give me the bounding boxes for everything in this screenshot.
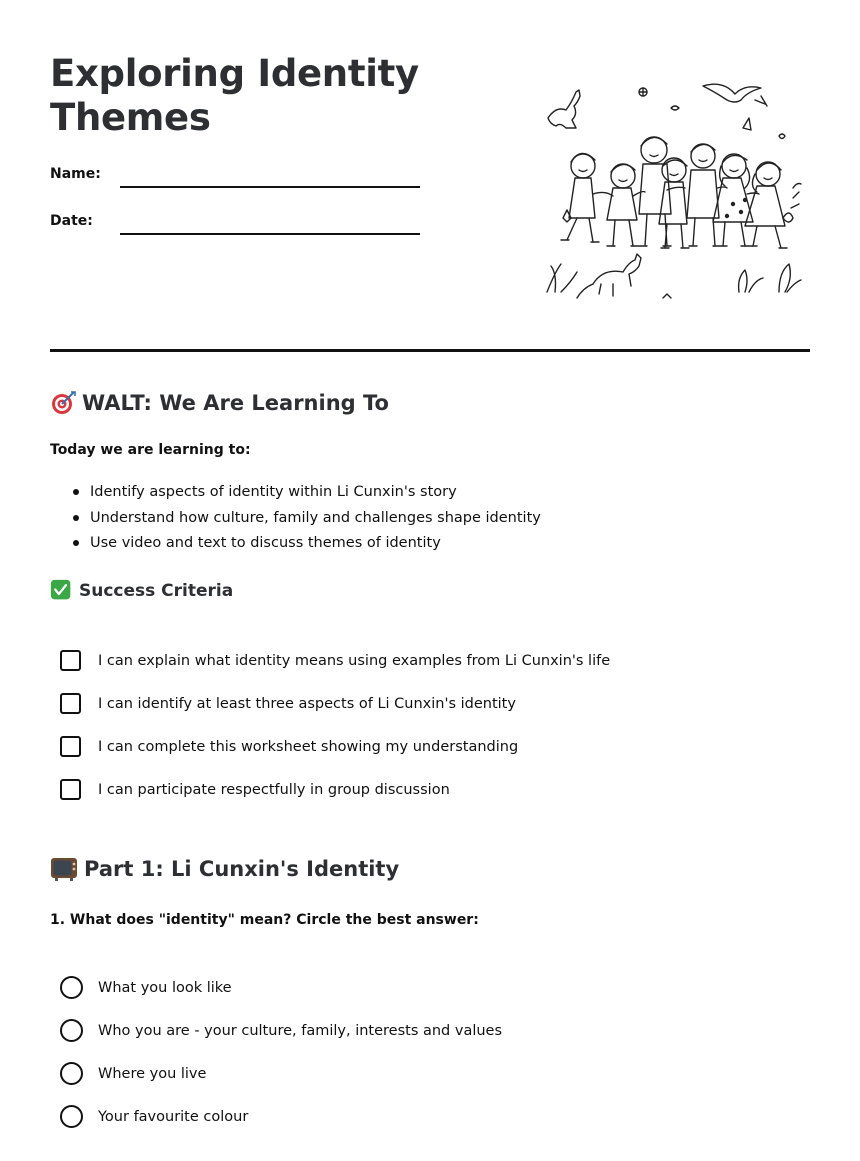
children-illustration (543, 78, 805, 304)
list-item-text: Use video and text to discuss themes of identity (90, 535, 441, 551)
criteria-text: I can participate respectfully in group discussion (98, 781, 450, 798)
list-item-text: Identify aspects of identity within Li Cunxin's story (90, 484, 457, 500)
answer-option (60, 1105, 248, 1128)
criteria-item (60, 693, 516, 714)
title-line-1: Exploring Identity (50, 52, 419, 95)
criteria-item (60, 650, 610, 671)
answer-option (60, 1062, 206, 1085)
answer-option (60, 1019, 502, 1042)
walt-list (50, 482, 541, 559)
criteria-checkbox[interactable] (60, 693, 81, 714)
criteria-checkbox[interactable] (60, 736, 81, 757)
part1-heading (50, 855, 399, 883)
list-item (50, 508, 541, 534)
criteria-item (60, 736, 518, 757)
target-icon (50, 390, 76, 416)
walt-intro: Today we are learning to: (50, 442, 251, 458)
date-field[interactable] (120, 233, 420, 235)
section-divider (50, 349, 810, 352)
bullet (73, 489, 79, 495)
criteria-text: I can identify at least three aspects of Li Cunxin's identity (98, 695, 516, 712)
part1-heading-text: Part 1: Li Cunxin's Identity (84, 857, 400, 881)
list-item (50, 482, 541, 508)
answer-radio[interactable] (60, 1105, 83, 1128)
title-line-2: Themes (50, 96, 211, 139)
worksheet-page (50, 0, 810, 1161)
bullet (73, 515, 79, 521)
check-mark-icon (50, 579, 73, 602)
criteria-checkbox[interactable] (60, 650, 81, 671)
answer-text: Your favourite colour (98, 1108, 249, 1125)
criteria-checkbox[interactable] (60, 779, 81, 800)
walt-heading-text: WALT: We Are Learning To (82, 391, 389, 415)
answer-text: What you look like (98, 979, 232, 996)
criteria-item (60, 779, 450, 800)
date-label: Date: (50, 213, 93, 229)
worksheet-title (50, 52, 419, 140)
answer-text: Who you are - your culture, family, interests and values (98, 1022, 503, 1039)
answer-radio[interactable] (60, 976, 83, 999)
walt-heading (50, 390, 389, 416)
name-label: Name: (50, 166, 101, 182)
success-criteria-heading (50, 579, 233, 602)
list-item-text: Understand how culture, family and challenges shape identity (90, 509, 541, 526)
answer-radio[interactable] (60, 1019, 83, 1042)
answer-option (60, 976, 232, 999)
question-1: 1. What does "identity" mean? Circle the best answer: (50, 912, 479, 928)
criteria-text: I can complete this worksheet showing my understanding (98, 738, 519, 755)
bullet (73, 540, 79, 546)
list-item (50, 533, 541, 559)
success-criteria-heading-text: Success Criteria (79, 580, 234, 601)
criteria-text: I can explain what identity means using examples from Li Cunxin's life (98, 652, 611, 669)
name-field[interactable] (120, 186, 420, 188)
answer-radio[interactable] (60, 1062, 83, 1085)
television-icon (50, 855, 78, 883)
answer-text: Where you live (98, 1065, 207, 1082)
